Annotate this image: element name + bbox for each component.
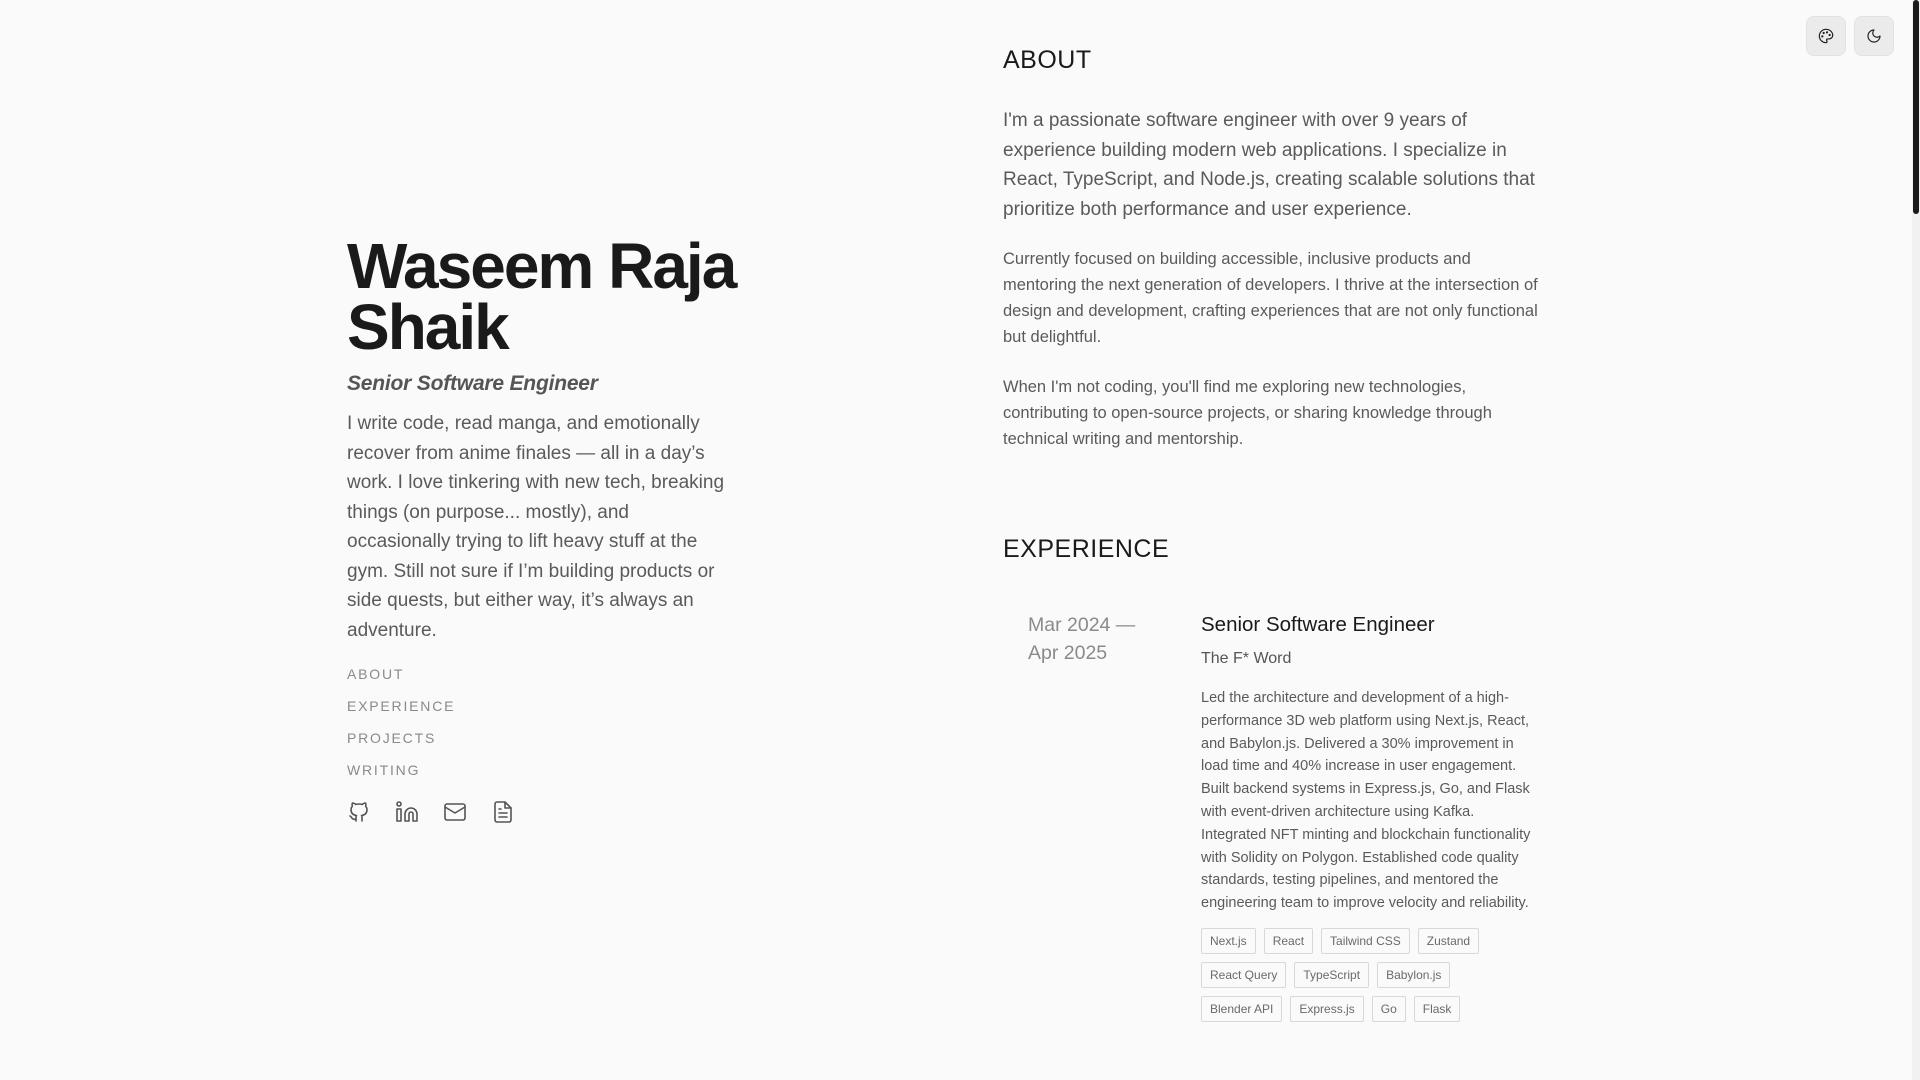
tech-tag: Zustand: [1418, 928, 1479, 954]
palette-icon: [1818, 28, 1834, 44]
tech-tag: Flask: [1414, 996, 1461, 1022]
experience-item[interactable]: [1003, 611, 1548, 1080]
nav-item-writing[interactable]: WRITING: [347, 762, 421, 778]
github-icon[interactable]: [347, 800, 371, 824]
profile-role: Senior Software Engineer: [347, 372, 598, 395]
theme-palette-button[interactable]: [1806, 16, 1846, 56]
moon-icon: [1866, 28, 1882, 44]
about-paragraph: When I'm not coding, you'll find me exploring new technologies, contributing to open-source projects, or sharing knowledge through technical writing and mentorship.: [1003, 378, 1492, 448]
section-nav: [347, 666, 747, 778]
about-lead: I'm a passionate software engineer with over 9 years of experience building modern web applications. I specialize in React, TypeScript, and Node.js, creating scalable solutions that prioritize both performance and user experience.: [1003, 110, 1535, 220]
page-scrollbar[interactable]: [1912, 0, 1920, 1080]
linkedin-icon[interactable]: [395, 800, 419, 824]
social-links: [347, 800, 747, 824]
nav-item-about[interactable]: ABOUT: [347, 666, 405, 682]
about-section: [1003, 46, 1548, 452]
tech-tag: Blender API: [1201, 996, 1282, 1022]
mail-icon[interactable]: [443, 800, 467, 824]
job-body: [1201, 611, 1531, 1022]
nav-item-experience[interactable]: EXPERIENCE: [347, 698, 456, 714]
experience-section: [1003, 535, 1548, 1080]
scrollbar-thumb[interactable]: [1913, 0, 1919, 214]
tech-tags: [1201, 928, 1531, 1022]
experience-title: EXPERIENCE: [1003, 535, 1170, 563]
profile-name: [347, 230, 747, 363]
profile-panel: [347, 230, 747, 824]
tech-tag: TypeScript: [1294, 962, 1369, 988]
about-title: ABOUT: [1003, 46, 1092, 74]
content-panel: [1003, 46, 1548, 1080]
tech-tag: Go: [1372, 996, 1406, 1022]
job-company: The F* Word: [1201, 650, 1292, 667]
tech-tag: Tailwind CSS: [1321, 928, 1410, 954]
tech-tag: Babylon.js: [1377, 962, 1450, 988]
tech-tag: React: [1264, 928, 1313, 954]
profile-name-line1: Waseem Raja: [347, 230, 736, 302]
dark-mode-toggle[interactable]: [1854, 16, 1894, 56]
about-paragraph: Currently focused on building accessible, inclusive products and mentoring the next generation of developers. I thrive at the intersection of design and development, crafting experiences that are not only functional but delightful.: [1003, 250, 1538, 346]
tech-tag: Next.js: [1201, 928, 1256, 954]
header-actions: [1806, 16, 1894, 56]
nav-item-projects[interactable]: PROJECTS: [347, 730, 437, 746]
resume-icon[interactable]: [491, 800, 515, 824]
job-date: Mar 2024 — Apr 2025: [1028, 614, 1136, 664]
profile-bio: I write code, read manga, and emotionally recover from anime finales — all in a day’s work. I love tinkering with new tech, breaking things (on purpose... mostly), and occasionally trying to lift heavy stuff at the gym. Still not sure if I’m building products or side quests, but either way, it’s always an adventure.: [347, 413, 725, 641]
tech-tag: Express.js: [1290, 996, 1363, 1022]
profile-name-line2: Shaik: [347, 291, 508, 363]
job-description: Led the architecture and development of a high-performance 3D web platform using Next.js, React, and Babylon.js. Delivered a 30% improvement in load time and 40% increase in user engagement. Built backend systems in Express.js, Go, and Flask with event-driven architecture using Kafka. Integrated NFT minting and blockchain functionality with Solidity on Polygon. Established code quality standards, testing pipelines, and mentored the engineering team to improve velocity and reliability.: [1201, 690, 1531, 912]
job-title: Senior Software Engineer: [1201, 613, 1435, 636]
tech-tag: React Query: [1201, 962, 1286, 988]
